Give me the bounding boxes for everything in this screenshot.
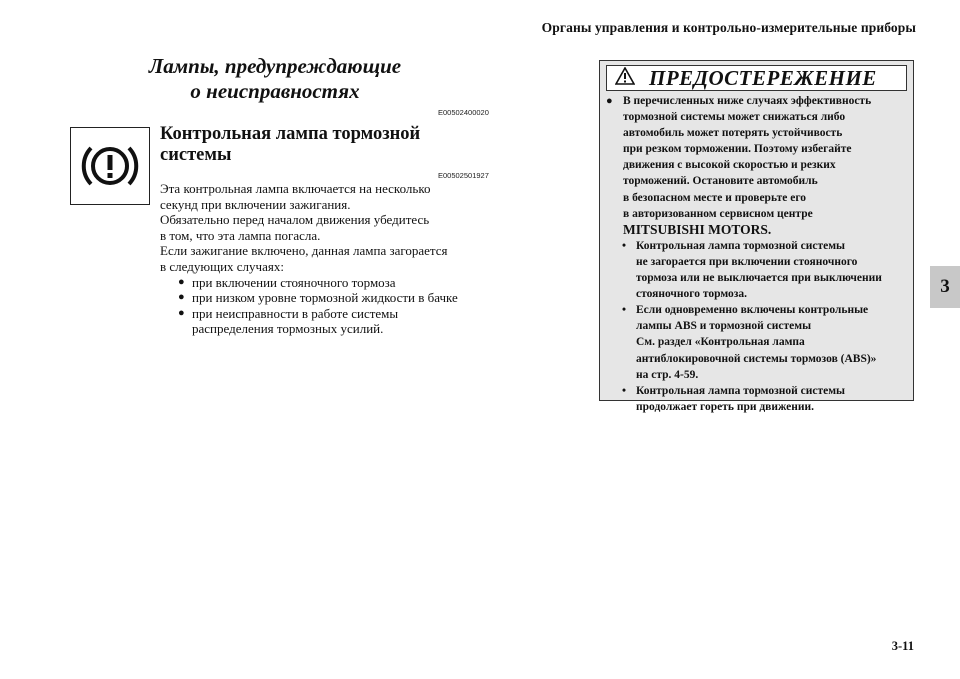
body-line: секунд при включении зажигания. [160, 196, 351, 212]
warning-line: тормоза или не выключается при выключении [636, 272, 882, 285]
bullet-icon: ● [178, 291, 185, 304]
body-line: в следующих случаях: [160, 258, 284, 274]
warning-line: В перечисленных ниже случаях эффективность [623, 95, 872, 107]
bullet-item [178, 306, 490, 337]
body-line: Если зажигание включено, данная лампа загорается [160, 243, 448, 259]
warning-line: антиблокировочной системы тормозов (ABS)» [636, 352, 877, 365]
running-header: Органы управления и контрольно-измерительные приборы [541, 20, 916, 35]
warning-header [606, 65, 907, 91]
section-code: E00502400020 [438, 108, 489, 117]
page-number: 3-11 [891, 639, 914, 653]
warning-line: Контрольная лампа тормозной системы [636, 239, 846, 252]
warning-triangle-icon [615, 67, 637, 90]
warning-sub-item [606, 238, 911, 302]
warning-line: на стр. 4-59. [636, 368, 699, 381]
bullet-text-line: распределения тормозных усилий. [192, 321, 384, 337]
bullet-text [192, 306, 398, 337]
warning-box [599, 60, 914, 413]
warning-body [606, 93, 911, 415]
bullet-text-line: при неисправности в работе системы [192, 305, 399, 321]
warning-line: при резком торможении. Поэтому избегайте [623, 143, 852, 156]
body-line: Эта контрольная лампа включается на несколько [160, 181, 431, 196]
bullet-icon: ● [178, 306, 185, 319]
small-bullet-icon: • [622, 304, 627, 317]
body-line: Обязательно перед началом движения убедитесь [160, 212, 430, 228]
warning-line: в безопасном месте и проверьте его [623, 191, 807, 204]
bullet-item [178, 275, 490, 291]
warning-line: тормозной системы может снижаться либо [623, 111, 846, 124]
bullet-text: при низком уровне тормозной жидкости в бачке [192, 290, 458, 306]
subsection-code: E00502501927 [438, 171, 489, 180]
warning-line: Контрольная лампа тормозной системы [636, 384, 846, 397]
main-title-line: Лампы, предупреждающие [148, 54, 402, 78]
warning-line: торможений. Остановите автомобиль [623, 175, 818, 188]
bullet-icon: ● [178, 275, 185, 288]
warning-line: Если одновременно включены контрольные [636, 304, 869, 317]
warning-line: стояночного тормоза. [636, 288, 748, 301]
body-text [160, 181, 490, 337]
main-title-line: о неисправностях [190, 79, 360, 103]
small-bullet-icon: • [622, 384, 627, 397]
warning-line: продолжает гореть при движении. [636, 400, 815, 413]
warning-line: движения с высокой скоростью и резких [623, 159, 836, 172]
subsection-title-line: системы [160, 145, 232, 165]
warning-title: ПРЕДОСТЕРЕЖЕНИЕ [649, 65, 877, 90]
warning-line: в авторизованном сервисном центре [623, 207, 813, 220]
warning-line: автомобиль может потерять устойчивость [623, 127, 843, 140]
main-title [120, 54, 430, 104]
body-line: в том, что эта лампа погасла. [160, 227, 321, 243]
warning-line: не загорается при включении стояночного [636, 255, 858, 268]
warning-line: MITSUBISHI MOTORS. [623, 221, 772, 237]
warning-main-item [606, 93, 911, 238]
brake-warning-icon [70, 127, 150, 205]
bullet-item [178, 290, 490, 306]
bullet-text: при включении стояночного тормоза [192, 274, 396, 290]
small-bullet-icon: • [622, 239, 627, 252]
warning-line: лампы ABS и тормозной системы [636, 320, 812, 333]
warning-sub-item [606, 302, 911, 382]
warning-line: См. раздел «Контрольная лампа [636, 336, 805, 349]
subsection-title-line: Контрольная лампа тормозной [160, 124, 421, 144]
bullet-icon: ● [606, 95, 613, 107]
warning-sub-item [606, 383, 911, 415]
subsection-title [160, 124, 450, 166]
section-tab: 3 [930, 266, 960, 308]
